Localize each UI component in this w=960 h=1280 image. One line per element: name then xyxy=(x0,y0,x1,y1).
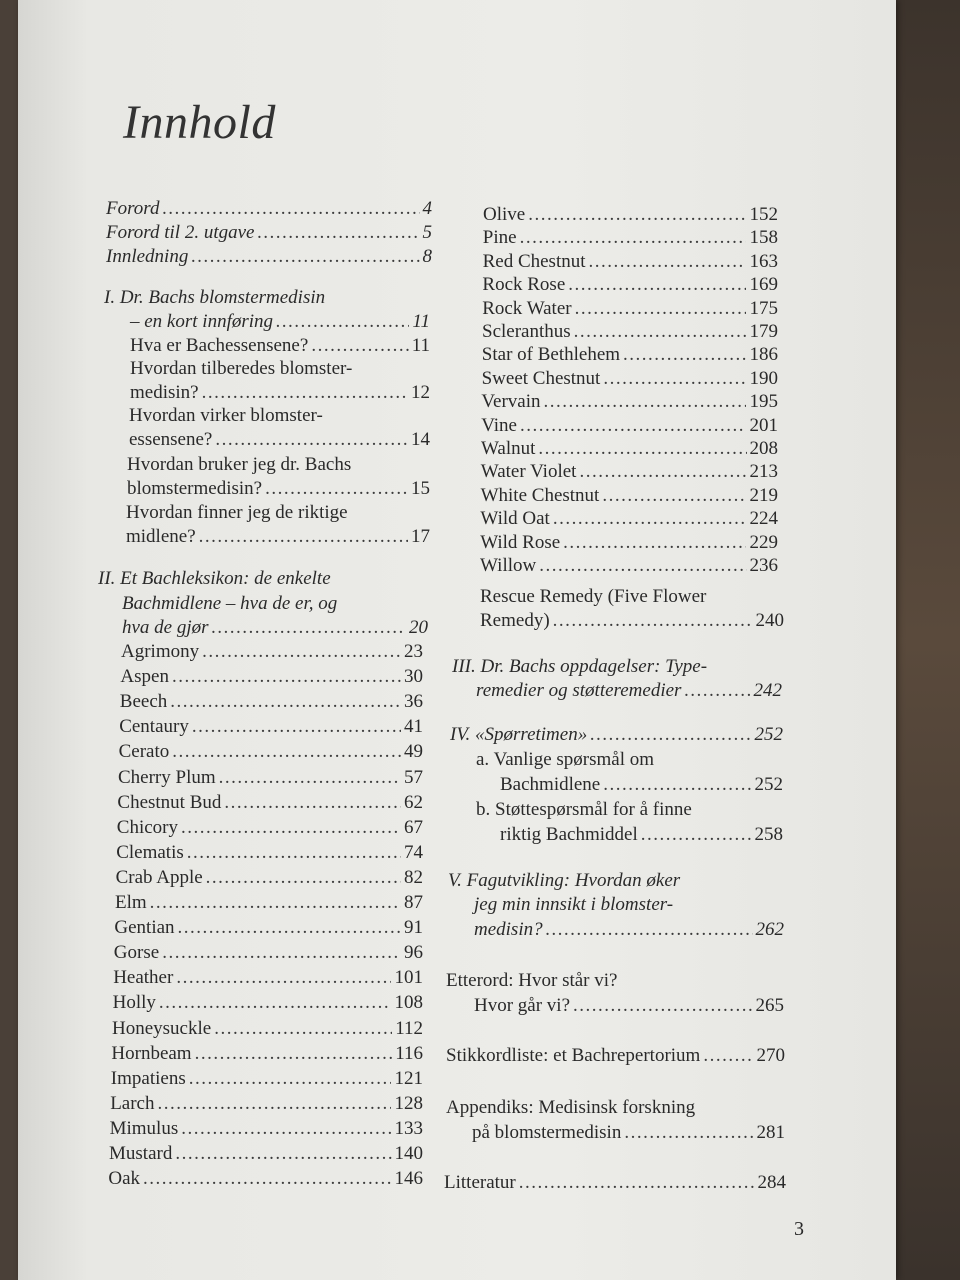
remedy-name: Cherry Plum xyxy=(118,766,216,788)
page-ref: 74 xyxy=(403,841,423,863)
page-ref: 36 xyxy=(403,691,423,713)
remedy-name: Water Violet xyxy=(480,461,577,483)
toc-entry-section-3: remedier og støtteremedier ..... 242 xyxy=(476,680,782,702)
leader-dots xyxy=(181,1118,391,1140)
page-ref: 152 xyxy=(749,204,778,225)
leader-dots xyxy=(219,767,401,789)
toc-q2-line1: Hvordan tilberedes blomster- xyxy=(130,358,353,379)
page-ref: 30 xyxy=(403,666,423,688)
toc-entry-remedy xyxy=(483,204,778,226)
page-ref: 87 xyxy=(404,892,423,913)
leader-dots xyxy=(178,917,401,939)
page-ref: 195 xyxy=(749,391,778,413)
remedy-name: Scleranthus xyxy=(482,321,571,342)
toc-entry-remedy xyxy=(480,555,778,577)
leader-dots xyxy=(170,691,401,713)
leader-dots xyxy=(187,842,401,864)
page-ref: 96 xyxy=(403,942,423,964)
toc-entry-remedy xyxy=(480,508,778,530)
toc-entry-remedy xyxy=(115,892,423,914)
leader-dots xyxy=(172,741,401,763)
background-right xyxy=(890,0,960,1280)
section-1-heading: I. Dr. Bachs blomstermedisin xyxy=(104,287,326,308)
remedy-name: Star of Bethlehem xyxy=(481,344,621,366)
leader-dots xyxy=(175,1143,391,1165)
section-3-heading: III. Dr. Bachs oppdagelser: Type- xyxy=(452,656,708,677)
toc-entry-q3: essensene? ..... 14 xyxy=(129,429,430,451)
leader-dots xyxy=(172,666,401,688)
toc-entry-remedy xyxy=(114,942,423,964)
remedy-name: Willow xyxy=(480,555,537,576)
page-ref: 101 xyxy=(394,967,423,989)
leader-dots xyxy=(206,867,401,889)
remedy-name: Aspen xyxy=(120,666,169,688)
page-ref: 41 xyxy=(403,716,423,738)
page-ref: 169 xyxy=(749,274,778,296)
toc-entry-remedy xyxy=(110,1093,423,1115)
page-title: Innhold xyxy=(123,96,276,149)
toc-entry-remedy xyxy=(119,741,423,763)
page-ref: 62 xyxy=(403,791,423,813)
toc-entry-q1: Hva er Bachessensene? ..... 11 xyxy=(130,335,430,357)
page-ref: 133 xyxy=(394,1117,423,1139)
leader-dots xyxy=(520,227,747,249)
toc-entry-remedy xyxy=(121,641,423,663)
remedy-name: Holly xyxy=(112,992,156,1014)
toc-entry-q5: midlene? ..... 17 xyxy=(126,526,430,548)
page-ref: 201 xyxy=(749,414,778,436)
toc-entry-remedy xyxy=(110,1118,423,1140)
remedy-name: Gentian xyxy=(114,917,175,939)
remedy-name: Mustard xyxy=(109,1143,173,1164)
toc-entry-remedy xyxy=(481,461,778,483)
section-5-heading-line1: V. Fagutvikling: Hvordan øker xyxy=(448,870,681,891)
page-ref: 236 xyxy=(749,555,778,576)
toc-appendiks-line1: Appendiks: Medisinsk forskning xyxy=(446,1097,696,1118)
remedy-name: Clematis xyxy=(116,841,184,863)
leader-dots xyxy=(181,817,401,839)
toc-entry-4a: Bachmidlene ..... 252 xyxy=(500,774,783,796)
page-ref: 67 xyxy=(403,816,423,838)
toc-entry-innledning: Innledning ..... 8 xyxy=(106,246,432,268)
page-ref: 229 xyxy=(749,531,778,553)
remedy-name: Gorse xyxy=(113,942,160,964)
toc-entry-remedy xyxy=(481,485,778,507)
leader-dots xyxy=(543,391,746,413)
leader-dots xyxy=(520,415,747,437)
remedy-name: Oak xyxy=(108,1168,141,1190)
page-ref: 140 xyxy=(394,1143,423,1164)
leader-dots xyxy=(162,942,401,964)
remedy-name: Crab Apple xyxy=(115,866,203,888)
toc-entry-remedy xyxy=(482,298,778,320)
toc-entry-remedy xyxy=(118,767,423,789)
section-2-heading-line1: II. Et Bachleksikon: de enkelte xyxy=(98,568,331,589)
toc-entry-remedy xyxy=(483,227,778,249)
remedy-name: White Chestnut xyxy=(480,484,600,506)
remedy-name: Centaury xyxy=(119,716,189,738)
remedy-name: Olive xyxy=(483,204,526,225)
page-number: 3 xyxy=(794,1218,804,1240)
remedy-name: Elm xyxy=(115,892,147,913)
remedy-name: Larch xyxy=(110,1092,155,1114)
page-ref: 112 xyxy=(395,1017,423,1039)
toc-q4-line1: Hvordan bruker jeg dr. Bachs xyxy=(127,454,352,475)
toc-entry-remedy xyxy=(116,842,423,864)
page-ref: 163 xyxy=(749,250,778,272)
toc-entry-remedy xyxy=(119,716,423,738)
toc-entry-remedy xyxy=(112,1018,423,1040)
page-ref: 224 xyxy=(749,508,778,530)
remedy-name: Wild Rose xyxy=(480,531,561,553)
page-ref: 57 xyxy=(404,766,423,788)
page-ref: 49 xyxy=(403,741,423,763)
toc-entry-etterord: Hvor går vi? ..... 265 xyxy=(474,995,784,1017)
toc-entry-remedy xyxy=(482,274,778,296)
toc-entry-remedy xyxy=(111,1068,423,1090)
toc-entry-remedy xyxy=(481,391,778,413)
leader-dots xyxy=(553,508,747,530)
remedy-name: Impatiens xyxy=(110,1067,186,1089)
leader-dots xyxy=(176,967,391,989)
toc-entry-remedy xyxy=(482,368,778,390)
toc-entry-forord: Forord ..... 4 xyxy=(106,198,432,220)
leader-dots xyxy=(623,344,746,366)
toc-entry-remedy xyxy=(481,438,778,460)
page-ref: 121 xyxy=(394,1067,423,1089)
remedy-name: Pine xyxy=(482,227,517,249)
leader-dots xyxy=(214,1018,392,1040)
page-ref: 158 xyxy=(749,227,778,249)
remedy-name: Sweet Chestnut xyxy=(481,367,601,389)
leader-dots xyxy=(143,1168,391,1190)
page-ref: 91 xyxy=(403,917,423,939)
toc-etterord-line1: Etterord: Hvor står vi? xyxy=(446,970,618,991)
toc-entry-section-5: medisin? ..... 262 xyxy=(474,919,784,941)
toc-4a-line1: a. Vanlige spørsmål om xyxy=(476,749,655,770)
leader-dots xyxy=(574,321,747,343)
toc-entry-remedy xyxy=(482,344,778,366)
toc-entry-remedy xyxy=(111,1043,423,1065)
leader-dots xyxy=(603,368,746,390)
page-ref: 116 xyxy=(395,1042,423,1064)
page-ref: 179 xyxy=(749,321,778,342)
toc-rescue-line1: Rescue Remedy (Five Flower xyxy=(480,586,707,607)
remedy-name: Beech xyxy=(119,691,168,713)
remedy-name: Agrimony xyxy=(121,641,200,662)
leader-dots xyxy=(602,485,746,507)
page-ref: 186 xyxy=(749,344,778,366)
section-2-heading-line2: Bachmidlene – hva de er, og xyxy=(122,593,338,614)
toc-entry-remedy xyxy=(117,817,423,839)
page-ref: 108 xyxy=(394,992,423,1014)
remedy-name: Red Chestnut xyxy=(482,250,586,272)
toc-entry-remedy xyxy=(108,1168,423,1190)
toc-entry-q2: medisin? ..... 12 xyxy=(130,382,430,404)
remedy-name: Honeysuckle xyxy=(112,1017,212,1039)
toc-entry-remedy xyxy=(113,967,423,989)
toc-entry-remedy xyxy=(480,532,778,554)
toc-entry-remedy xyxy=(114,917,423,939)
page-ref: 208 xyxy=(749,438,778,459)
toc-entry-remedy xyxy=(116,867,423,889)
leader-dots xyxy=(159,992,392,1014)
toc-entry-rescue: Remedy) ..... 240 xyxy=(480,610,784,632)
page-ref: 128 xyxy=(394,1092,423,1114)
remedy-name: Rock Rose xyxy=(482,274,566,296)
toc-entry-remedy xyxy=(113,992,423,1014)
remedy-name: Vine xyxy=(481,414,517,436)
toc-4b-line1: b. Støttespørsmål for å finne xyxy=(476,799,692,820)
leader-dots xyxy=(568,274,746,296)
toc-q3-line1: Hvordan virker blomster- xyxy=(129,405,323,426)
toc-entry-remedy xyxy=(109,1143,423,1165)
page-ref: 146 xyxy=(394,1168,423,1190)
leader-dots xyxy=(189,1068,392,1090)
remedy-name: Cerato xyxy=(118,741,170,763)
leader-dots xyxy=(224,792,401,814)
toc-entry-remedy xyxy=(120,666,423,688)
leader-dots xyxy=(158,1093,392,1115)
toc-entry-remedy xyxy=(120,691,423,713)
page-ref: 190 xyxy=(749,367,778,389)
leader-dots xyxy=(195,1043,393,1065)
page-ref: 219 xyxy=(749,484,778,506)
toc-entry-stikkord: Stikkordliste: et Bachrepertorium ..... 270 xyxy=(446,1045,785,1067)
page-ref: 23 xyxy=(404,641,423,662)
toc-entry-q4: blomstermedisin? ..... 15 xyxy=(127,478,430,500)
leader-dots xyxy=(528,204,746,226)
leader-dots xyxy=(575,298,747,320)
remedy-name: Walnut xyxy=(481,438,536,459)
toc-entry-forord2: Forord til 2. utgave ..... 5 xyxy=(106,222,432,244)
book-page xyxy=(18,0,896,1280)
remedy-name: Heather xyxy=(113,967,174,989)
leader-dots xyxy=(150,892,401,914)
toc-entry-remedy xyxy=(117,792,423,814)
remedy-name: Wild Oat xyxy=(480,508,550,530)
page-ref: 175 xyxy=(749,297,778,319)
page-ref: 82 xyxy=(403,866,423,888)
toc-entry-section-4: IV. «Spørretimen» ..... 252 xyxy=(450,724,783,746)
leader-dots xyxy=(563,532,746,554)
remedy-name: Vervain xyxy=(481,391,541,413)
toc-entry-remedy xyxy=(481,415,778,437)
toc-entry-appendiks: på blomstermedisin ..... 281 xyxy=(472,1122,785,1144)
toc-entry-section-1: – en kort innføring ..... 11 xyxy=(130,311,430,333)
toc-q5-line1: Hvordan finner jeg de riktige xyxy=(126,502,348,523)
remedy-name: Rock Water xyxy=(482,297,572,319)
remedy-name: Mimulus xyxy=(109,1117,179,1139)
leader-dots xyxy=(202,641,401,663)
toc-entry-section-2: hva de gjør ..... 20 xyxy=(122,617,428,639)
leader-dots xyxy=(539,555,746,577)
leader-dots xyxy=(579,461,746,483)
section-5-heading-line2: jeg min innsikt i blomster- xyxy=(474,894,674,915)
toc-entry-remedy xyxy=(482,321,778,343)
toc-entry-litteratur: Litteratur ..... 284 xyxy=(444,1172,786,1194)
toc-entry-4b: riktig Bachmiddel ..... 258 xyxy=(500,824,783,846)
remedy-name: Chicory xyxy=(116,816,179,838)
remedy-name: Chestnut Bud xyxy=(117,791,222,813)
remedy-name: Hornbeam xyxy=(111,1042,192,1064)
page-ref: 213 xyxy=(749,461,778,483)
toc-entry-remedy xyxy=(483,251,778,273)
leader-dots xyxy=(192,716,401,738)
leader-dots xyxy=(589,251,747,273)
leader-dots xyxy=(538,438,746,460)
